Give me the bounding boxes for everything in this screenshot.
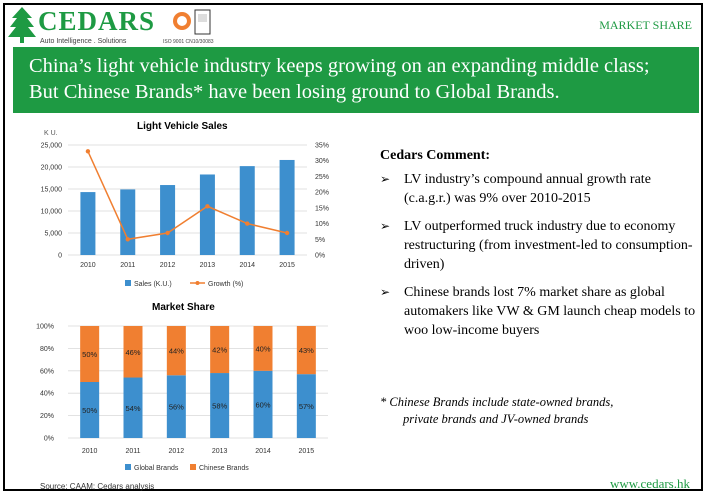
logo-wordmark: CEDARS — [38, 6, 156, 36]
arrow-bullet-icon: ➢ — [380, 285, 391, 299]
headline-line-2: But Chinese Brands* have been losing ground to Global Brands. — [29, 81, 560, 103]
section-label: MARKET SHARE — [599, 18, 692, 32]
y2-tick-label: 5% — [315, 236, 326, 244]
y-tick-label: 60% — [39, 368, 54, 376]
y-tick-label: 5,000 — [44, 230, 62, 238]
website-link[interactable]: www.cedars.hk — [609, 476, 690, 491]
x-tick-label: 2012 — [168, 448, 185, 455]
source-note: Source: CAAM; Cedars analysis — [40, 482, 155, 491]
sales-bar — [160, 185, 175, 255]
cedars-logo — [8, 6, 218, 46]
y-tick-label: 10,000 — [40, 208, 62, 216]
growth-point — [165, 231, 169, 235]
comment-text: LV industry’s compound annual growth rate (c.a.g.r.) was 9% over 2010-2015 — [404, 172, 651, 206]
y2-tick-label: 15% — [315, 205, 330, 213]
headline-banner — [13, 47, 699, 113]
chinese-data-label: 40% — [255, 344, 271, 354]
legend-swatch-sales — [125, 280, 131, 286]
x-tick-label: 2011 — [125, 448, 141, 455]
growth-point — [285, 231, 289, 235]
certification-badge-icon — [172, 8, 212, 38]
global-data-label: 50% — [82, 406, 98, 415]
sales-bar — [80, 192, 95, 255]
y-tick-label: 0 — [58, 252, 62, 260]
legend-marker-growth — [196, 281, 200, 285]
x-tick-label: 2014 — [239, 262, 256, 269]
global-data-label: 54% — [125, 403, 141, 413]
legend-label-chinese: Chinese Brands — [199, 465, 249, 472]
sales-bar — [120, 189, 135, 255]
x-tick-label: 2010 — [81, 448, 98, 455]
growth-point — [126, 237, 130, 241]
footnote-line-2: private brands and JV-owned brands — [403, 412, 589, 426]
logo-tagline: Auto Intelligence . Solutions — [40, 38, 127, 45]
y-tick-label: 20% — [39, 413, 54, 421]
market-share-chart — [30, 313, 370, 478]
growth-point — [205, 204, 209, 208]
legend-label-global: Global Brands — [134, 465, 179, 472]
comment-item — [380, 283, 700, 340]
growth-point — [245, 221, 249, 225]
arrow-bullet-icon: ➢ — [380, 172, 391, 186]
x-tick-label: 2013 — [211, 448, 228, 455]
growth-point — [86, 149, 90, 153]
chinese-data-label: 43% — [298, 346, 314, 356]
global-data-label: 60% — [255, 400, 271, 410]
y2-tick-label: 30% — [315, 158, 330, 166]
legend-swatch-chinese — [190, 464, 196, 470]
x-tick-label: 2010 — [80, 262, 96, 269]
comment-list — [380, 170, 700, 340]
comment-item — [380, 217, 700, 274]
cedars-comment — [380, 148, 700, 349]
x-tick-label: 2013 — [199, 262, 216, 269]
sales-bar — [280, 160, 295, 255]
y2-tick-label: 10% — [315, 221, 330, 229]
legend-swatch-global — [125, 464, 131, 470]
footnote — [380, 394, 700, 428]
x-tick-label: 2012 — [159, 262, 176, 269]
x-tick-label: 2015 — [298, 448, 315, 455]
y2-tick-label: 25% — [315, 173, 330, 181]
global-data-label: 56% — [168, 402, 184, 412]
y-tick-label: 0% — [43, 435, 54, 443]
chinese-data-label: 44% — [168, 346, 184, 356]
global-data-label: 57% — [298, 402, 314, 412]
comment-title: Cedars Comment: — [380, 148, 491, 163]
chart-title-share: Market Share — [152, 302, 215, 313]
growth-line — [88, 151, 287, 239]
y-tick-label: 15,000 — [40, 186, 62, 194]
x-tick-label: 2014 — [255, 448, 271, 455]
y2-tick-label: 0% — [315, 252, 326, 260]
footnote-line-1: * Chinese Brands include state-owned brands, — [380, 395, 614, 409]
arrow-bullet-icon: ➢ — [380, 219, 391, 233]
chinese-data-label: 46% — [125, 347, 141, 357]
comment-text: Chinese brands lost 7% market share as global automakers like VW & GM launch cheap models to woo low-income buyers — [404, 285, 696, 338]
y-tick-label: 40% — [39, 390, 54, 398]
chart-title-sales: Light Vehicle Sales — [137, 121, 228, 132]
y-axis-unit-label: K U. — [44, 130, 58, 137]
chinese-data-label: 50% — [82, 350, 98, 359]
headline-line-1: China’s light vehicle industry keeps growing on an expanding middle class; — [29, 55, 650, 77]
x-tick-label: 2011 — [120, 262, 136, 269]
comment-text: LV outperformed truck industry due to economy restructuring (from investment-led to consumption-driven) — [404, 219, 693, 272]
iso-text: ISO 9001 CN10/30083 — [163, 39, 214, 45]
y2-tick-label: 20% — [315, 189, 330, 197]
sales-bar — [240, 166, 255, 255]
tree-logo-icon — [8, 6, 36, 44]
comment-item — [380, 170, 700, 208]
y-tick-label: 20,000 — [40, 164, 62, 172]
y-tick-label: 80% — [39, 345, 54, 353]
y-tick-label: 25,000 — [40, 142, 62, 150]
light-vehicle-sales-chart — [30, 125, 370, 297]
chinese-data-label: 42% — [212, 345, 228, 355]
legend-label-growth: Growth (%) — [208, 281, 244, 288]
y2-tick-label: 35% — [315, 142, 330, 150]
y-tick-label: 100% — [36, 323, 54, 331]
sales-bar — [200, 174, 215, 255]
legend-label-sales: Sales (K.U.) — [134, 281, 172, 288]
x-tick-label: 2015 — [279, 262, 295, 269]
global-data-label: 58% — [212, 401, 228, 411]
